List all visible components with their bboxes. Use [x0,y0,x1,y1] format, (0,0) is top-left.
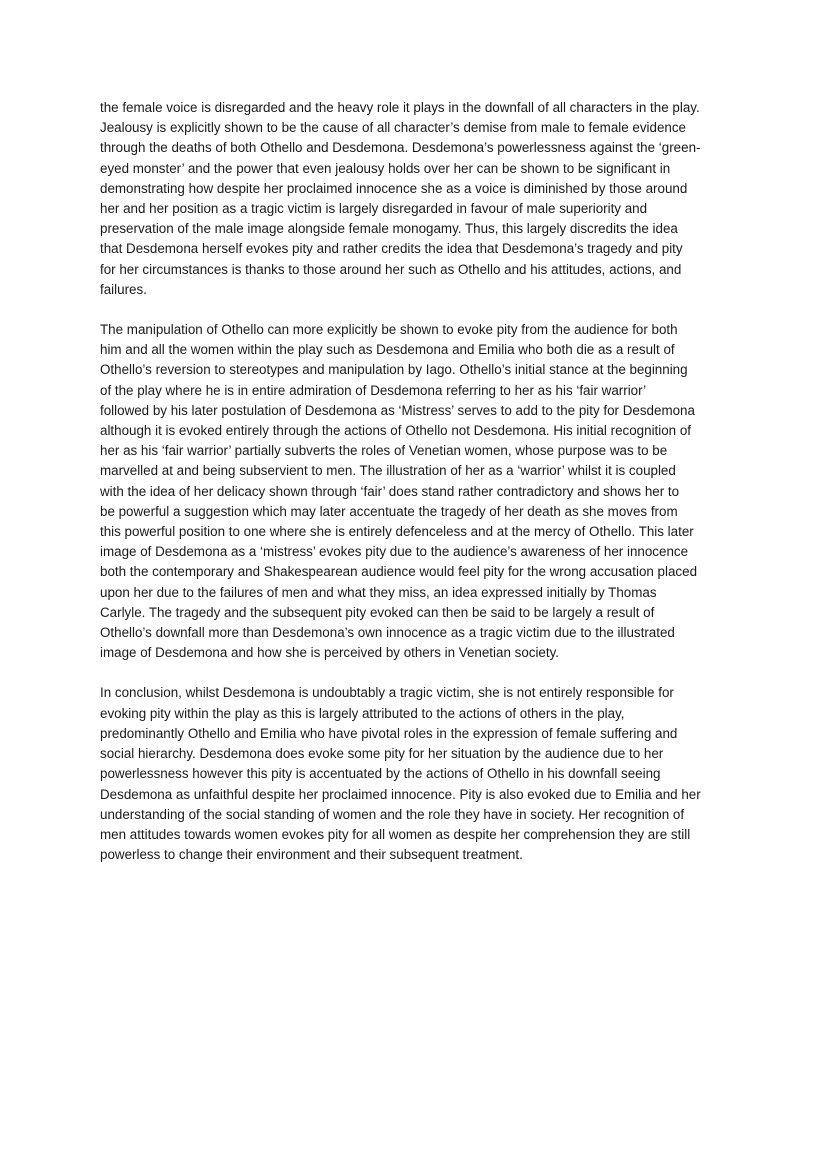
paragraph-2: The manipulation of Othello can more explicitly be shown to evoke pity from the audience for both him and all the women within the play such as Desdemona and Emilia who both die as a result of Othello’s reversion to stereotypes and manipulation by Iago. Othello’s initial stance at the beginning of the play where he is in entire admiration of Desdemona referring to her as his ‘fair warrior’ followed by his later postulation of Desdemona as ‘Mistress’ serves to add to the pity for Desdemona although it is evoked entirely through the actions of Othello not Desdemona. His initial recognition of her as his ‘fair warrior’ partially subverts the roles of Venetian women, whose purpose was to be marvelled at and being subservient to men. The illustration of her as a ‘warrior’ whilst it is coupled with the idea of her delicacy shown through ‘fair’ does stand rather contradictory and shows her to be powerful a suggestion which may later accentuate the tragedy of her death as she moves from this powerful position to one where she is entirely defenceless and at the mercy of Othello. This later image of Desdemona as a ‘mistress’ evokes pity due to the audience’s awareness of her innocence both the contemporary and Shakespearean audience would feel pity for the wrong accusation placed upon her due to the failures of men and what they miss, an idea expressed initially by Thomas Carlyle. The tragedy and the subsequent pity evoked can then be said to be largely a result of Othello’s downfall more than Desdemona’s own innocence as a tragic victim due to the illustrated image of Desdemona and how she is perceived by others in Venetian society. [100,322,698,661]
document-body [100,98,730,885]
paragraph-1: the female voice is disregarded and the heavy role it plays in the downfall of all characters in the play. Jealousy is explicitly shown to be the cause of all character’s demise from male to female evidence through the deaths of both Othello and Desdemona. Desdemona’s powerlessness against the ‘green- eyed monster’ and the power that even jealousy holds over her can be shown to be significant in demonstrating how despite her proclaimed innocence she as a voice is diminished by those around her and her position as a tragic victim is largely disregarded in favour of male superiority and preservation of the male image alongside female monogamy. Thus, this largely discredits the idea that Desdemona herself evokes pity and rather credits the idea that Desdemona’s tragedy and pity for her circumstances is thanks to those around her such as Othello and his attitudes, actions, and failures. [100,100,701,297]
paragraph-3: In conclusion, whilst Desdemona is undoubtably a tragic victim, she is not entirely responsible for evoking pity within the play as this is largely attributed to the actions of others in the play, predominantly Othello and Emilia who have pivotal roles in the expression of female suffering and social hierarchy. Desdemona does evoke some pity for her situation by the audience due to her powerlessness however this pity is accentuated by the actions of Othello in his downfall seeing Desdemona as unfaithful despite her proclaimed innocence. Pity is also evoked due to Emilia and her understanding of the social standing of women and the role they have in society. Her recognition of men attitudes towards women evokes pity for all women as despite her comprehension they are still powerless to change their environment and their subsequent treatment. [100,685,701,863]
